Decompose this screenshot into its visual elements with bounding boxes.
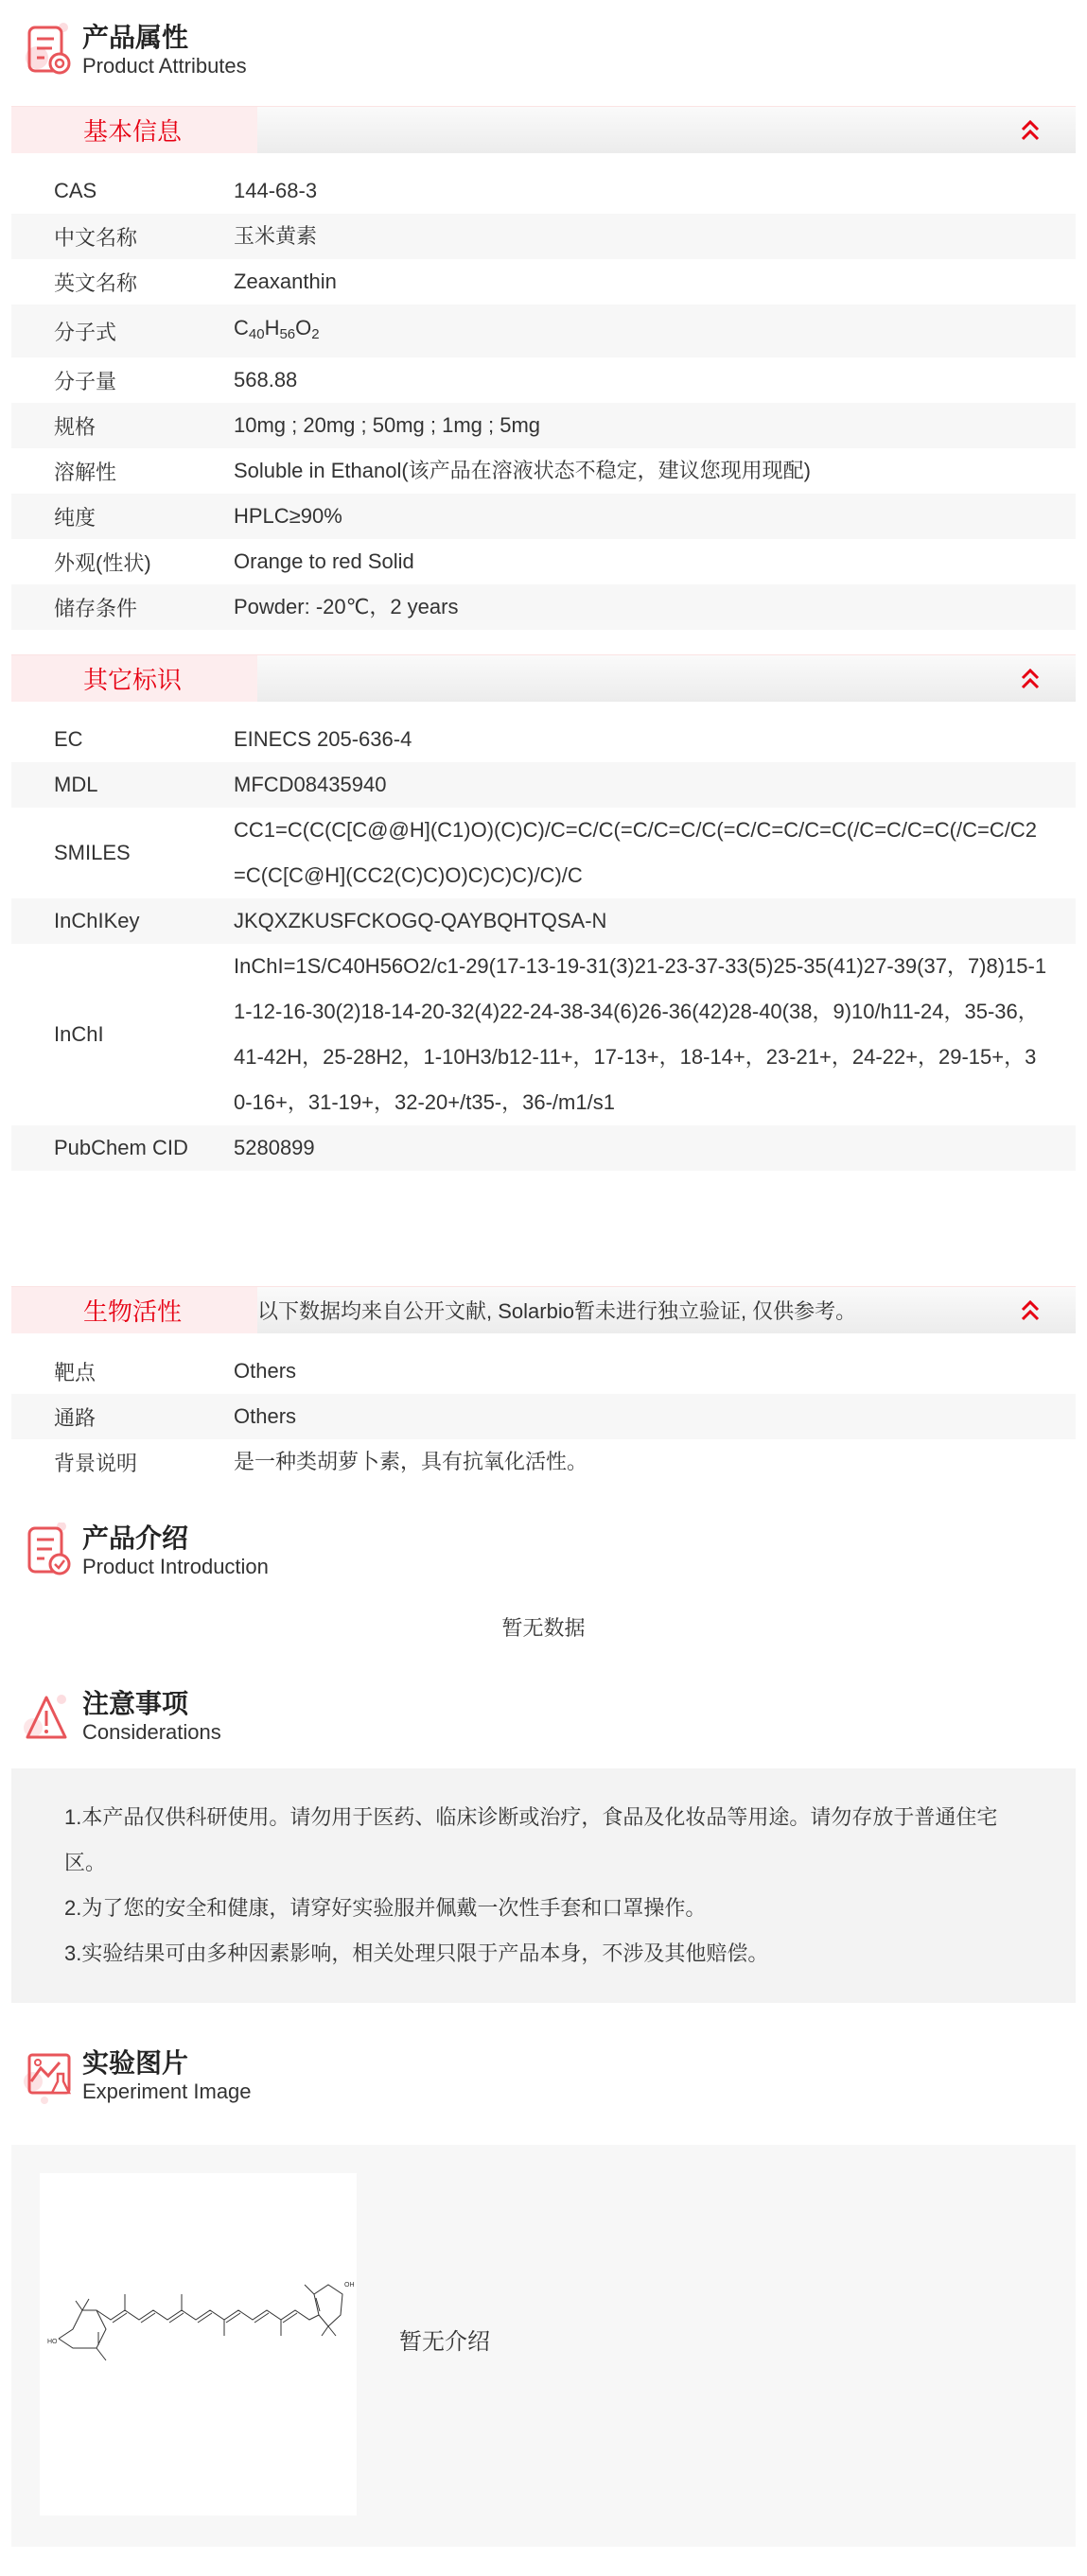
experiment-image-header xyxy=(0,2043,1087,2109)
formula-element: H xyxy=(264,315,280,339)
product-attributes-header xyxy=(0,17,1087,83)
row-value: 10mg ; 20mg ; 50mg ; 1mg ; 5mg xyxy=(234,413,541,437)
considerations-subtitle: Considerations xyxy=(82,1720,221,1744)
row-label: 外观(性状) xyxy=(54,550,151,575)
row-value: EINECS 205-636-4 xyxy=(234,727,412,751)
row-value: Soluble in Ethanol(该产品在溶液状态不稳定，建议您现用现配) xyxy=(234,459,812,482)
table-row xyxy=(11,584,1076,630)
row-value: Zeaxanthin xyxy=(234,270,337,293)
row-label: 靶点 xyxy=(54,1360,96,1384)
table-row xyxy=(11,1439,1076,1485)
table-row xyxy=(11,1349,1076,1394)
bio-activity-section-bar[interactable] xyxy=(11,1286,1076,1333)
experiment-image-box xyxy=(11,2145,1076,2547)
experiment-image-caption: 暂无介绍 xyxy=(399,2329,490,2355)
row-label: 溶解性 xyxy=(54,460,117,484)
other-ids-section-bar[interactable] xyxy=(11,654,1076,702)
double-chevron-up-icon[interactable] xyxy=(1019,667,1042,691)
row-value: 是一种类胡萝卜素，具有抗氧化活性。 xyxy=(234,1450,588,1473)
table-row xyxy=(11,214,1076,259)
product-attributes-title: 产品属性 xyxy=(82,23,189,52)
row-label: SMILES xyxy=(54,841,131,864)
consideration-item: 2.为了您的安全和健康，请穿好实验服并佩戴一次性手套和口罩操作。 xyxy=(64,1896,707,1920)
row-label: 中文名称 xyxy=(54,225,138,250)
product-intro-header xyxy=(0,1518,1087,1584)
formula-count: 56 xyxy=(279,325,296,342)
table-row xyxy=(11,448,1076,494)
row-label: EC xyxy=(54,727,83,751)
row-label: InChI xyxy=(54,1022,104,1046)
consideration-item: 3.实验结果可由多种因素影响，相关处理只限于产品本身，不涉及其他赔偿。 xyxy=(64,1941,769,1965)
table-row xyxy=(11,494,1076,539)
consideration-item: 1.本产品仅供科研使用。请勿用于医药、临床诊断或治疗，食品及化妆品等用途。请勿存放于普通住宅区。 xyxy=(64,1805,998,1874)
row-value: 5280899 xyxy=(234,1136,315,1159)
formula-element: O xyxy=(295,315,312,339)
basic-info-title: 基本信息 xyxy=(11,107,257,153)
row-label: 背景说明 xyxy=(54,1451,138,1475)
chart-flask-icon xyxy=(24,2047,75,2104)
product-intro-title: 产品介绍 xyxy=(82,1523,189,1553)
document-check-icon xyxy=(24,1523,75,1579)
considerations-header xyxy=(0,1683,1087,1749)
table-row xyxy=(11,808,1076,898)
row-value: 568.88 xyxy=(234,368,298,392)
table-row xyxy=(11,403,1076,448)
row-label: 分子量 xyxy=(54,369,117,393)
other-ids-title: 其它标识 xyxy=(11,655,257,702)
row-label: 英文名称 xyxy=(54,270,138,295)
row-label: 通路 xyxy=(54,1405,96,1430)
table-row xyxy=(11,898,1076,944)
double-chevron-up-icon[interactable] xyxy=(1019,118,1042,143)
row-value: JKQXZKUSFCKOGQ-QAYBQHTQSA-N xyxy=(234,909,607,932)
basic-info-table xyxy=(11,168,1076,630)
formula-element: C xyxy=(234,315,249,339)
row-label: MDL xyxy=(54,773,98,796)
table-row xyxy=(11,168,1076,214)
row-value: Orange to red Solid xyxy=(234,549,414,573)
row-value: Powder: -20℃，2 years xyxy=(234,595,459,618)
row-label: PubChem CID xyxy=(54,1136,188,1159)
row-label: 储存条件 xyxy=(54,596,138,620)
row-label: 规格 xyxy=(54,414,96,439)
table-row xyxy=(11,944,1076,1125)
table-row xyxy=(11,305,1076,357)
molecular-formula xyxy=(234,305,1076,357)
row-value: 玉米黄素 xyxy=(234,224,318,248)
row-value: 144-68-3 xyxy=(234,179,318,202)
row-label: 分子式 xyxy=(54,320,117,344)
zeaxanthin-structure-image[interactable] xyxy=(40,2173,357,2515)
product-intro-empty: 暂无数据 xyxy=(501,1616,586,1640)
document-gear-icon xyxy=(24,22,75,78)
bio-activity-table xyxy=(11,1349,1076,1485)
experiment-image-title: 实验图片 xyxy=(82,2048,189,2078)
other-ids-table xyxy=(11,717,1076,1171)
table-row xyxy=(11,1125,1076,1171)
bio-activity-title: 生物活性 xyxy=(11,1287,257,1333)
inchi-value: InChI=1S/C40H56O2/c1-29(17-13-19-31(3)21-23-37-33(5)25-35(41)27-39(37，7)8)15-11-12-16-30(2)18-14-20-32(4)22-24-38-34(6)26-36(42)28-40(38，9)10/h11-24，35-36，41-42H，25-28H2，1-10H3/b12-11+，17-13+，18-14+，23-21+，24-22+，29-15+，30-16+，31-19+，32-20+/t35-，36-/m1/s1 xyxy=(234,954,1047,1114)
basic-info-section-bar[interactable] xyxy=(11,106,1076,153)
considerations-box xyxy=(11,1768,1076,2003)
structure-oh-label: OH xyxy=(344,2282,355,2289)
table-row xyxy=(11,357,1076,403)
bio-activity-disclaimer: 以下数据均来自公开文献, Solarbio暂未进行独立验证, 仅供参考。 xyxy=(257,1299,857,1323)
product-intro-subtitle: Product Introduction xyxy=(82,1555,269,1578)
considerations-title: 注意事项 xyxy=(82,1689,189,1718)
row-value: MFCD08435940 xyxy=(234,773,387,796)
structure-ho-label: HO xyxy=(47,2339,58,2345)
warning-triangle-icon xyxy=(24,1688,75,1745)
table-row xyxy=(11,1394,1076,1439)
formula-count: 2 xyxy=(311,325,320,342)
row-value: Others xyxy=(234,1359,297,1383)
row-value: Others xyxy=(234,1404,297,1428)
experiment-image-subtitle: Experiment Image xyxy=(82,2080,252,2103)
product-attributes-subtitle: Product Attributes xyxy=(82,54,247,78)
row-value: HPLC≥90% xyxy=(234,504,342,528)
row-label: InChIKey xyxy=(54,909,140,932)
table-row xyxy=(11,717,1076,762)
table-row xyxy=(11,259,1076,305)
table-row xyxy=(11,762,1076,808)
row-label: 纯度 xyxy=(54,505,96,530)
smiles-value: CC1=C(C(C[C@@H](C1)O)(C)C)/C=C/C(=C/C=C/C(=C/C=C/C=C(/C=C/C=C(/C=C/C2=C(C[C@H](CC2(C)C)O)C)C)C)/C)/C xyxy=(234,818,1037,887)
double-chevron-up-icon[interactable] xyxy=(1019,1298,1042,1323)
row-label: CAS xyxy=(54,179,97,202)
table-row xyxy=(11,539,1076,584)
formula-count: 40 xyxy=(248,325,265,342)
